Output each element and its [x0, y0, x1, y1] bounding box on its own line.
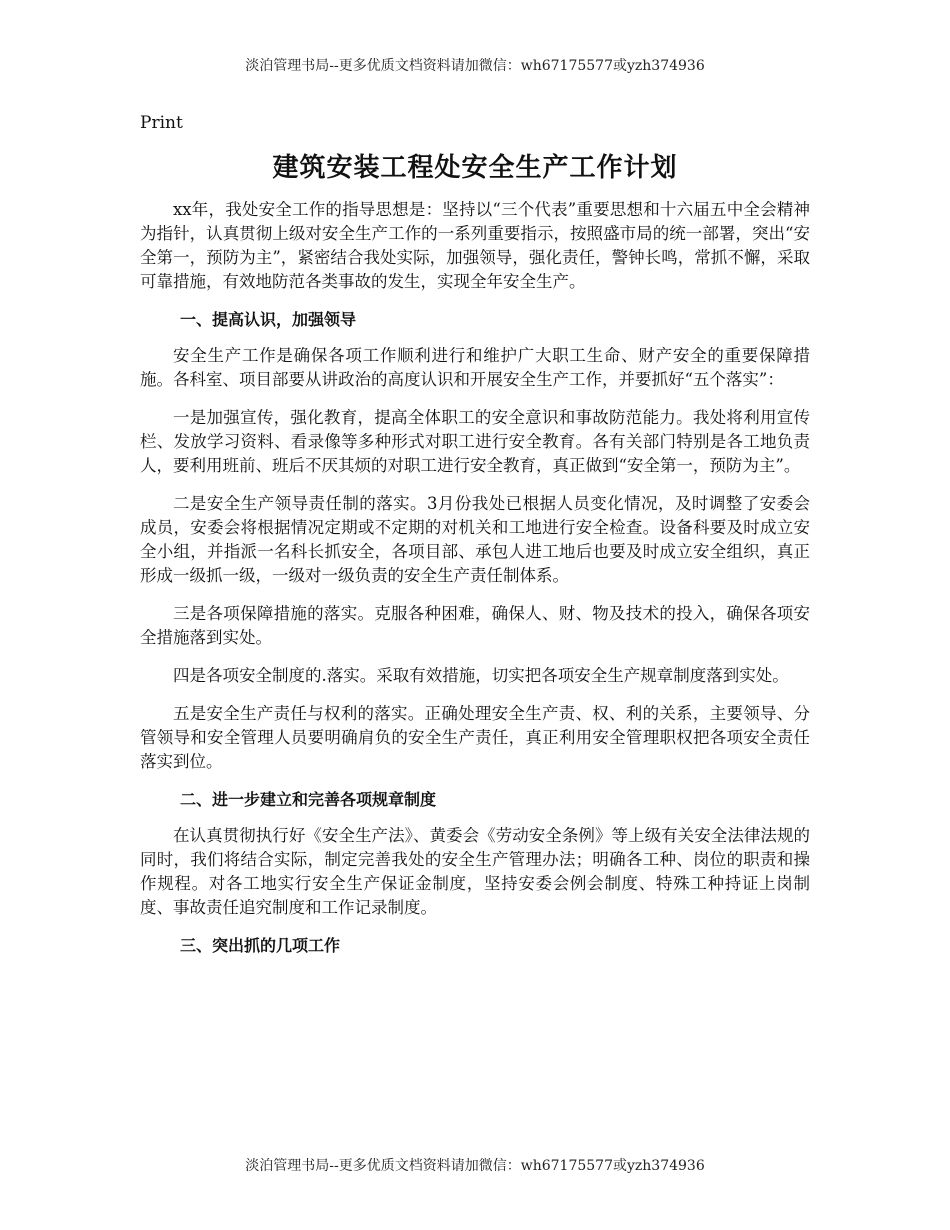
- section1-paragraph-2: 一是加强宣传，强化教育，提高全体职工的安全意识和事故防范能力。我处将利用宣传栏、发放学习资料、看录像等多种形式对职工进行安全教育。各有关部门特别是各工地负责人，要利用班前、班后不厌其烦的对职工进行安全教育，真正做到“安全第一，预防为主”。: [140, 408, 810, 475]
- page-header: 淡泊管理书局--更多优质文档资料请加微信：wh67175577或yzh374936: [245, 58, 705, 74]
- section-heading-1: 一、提高认识，加强领导: [180, 310, 357, 329]
- section1-paragraph-3: 二是安全生产领导责任制的落实。3月份我处已根据人员变化情况，及时调整了安委会成员，安委会将根据情况定期或不定期的对机关和工地进行安全检查。设备科要及时成立安全小组，并指派一名科长抓安全，各项目部、承包人进工地后也要及时成立安全组织，真正形成一级抓一级，一级对一级负责的安全生产责任制体系。: [140, 494, 810, 585]
- section1-paragraph-1: 安全生产工作是确保各项工作顺利进行和维护广大职工生命、财产安全的重要保障措施。各科室、项目部要从讲政治的高度认识和开展安全生产工作，并要抓好“五个落实”：: [140, 346, 810, 389]
- print-label: Print: [140, 113, 183, 133]
- section-heading-3: 三、突出抓的几项工作: [180, 936, 341, 955]
- document-body: [140, 112, 810, 970]
- section-heading-2: 二、进一步建立和完善各项规章制度: [180, 790, 437, 809]
- section2-paragraph-1: 在认真贯彻执行好《安全生产法》、黄委会《劳动安全条例》等上级有关安全法律法规的同时，我们将结合实际，制定完善我处的安全生产管理办法；明确各工种、岗位的职责和操作规程。对各工地实行安全生产保证金制度，坚持安委会例会制度、特殊工种持证上岗制度、事故责任追究制度和工作记录制度。: [140, 826, 810, 917]
- intro-paragraph: xx年，我处安全工作的指导思想是：坚持以“三个代表”重要思想和十六届五中全会精神为指针，认真贯彻上级对安全生产工作的一系列重要指示，按照盛市局的统一部署，突出“安全第一，预防为主”，紧密结合我处实际，加强领导，强化责任，警钟长鸣，常抓不懈，采取可靠措施，有效地防范各类事故的发生，实现全年安全生产。: [140, 200, 810, 291]
- page-footer: 淡泊管理书局--更多优质文档资料请加微信：wh67175577或yzh374936: [245, 1158, 705, 1174]
- section1-paragraph-4: 三是各项保障措施的落实。克服各种困难，确保人、财、物及技术的投入，确保各项安全措施落到实处。: [140, 604, 810, 647]
- section1-paragraph-6: 五是安全生产责任与权利的落实。正确处理安全生产责、权、利的关系，主要领导、分管领导和安全管理人员要明确肩负的安全生产责任，真正利用安全管理职权把各项安全责任落实到位。: [140, 704, 810, 771]
- section1-paragraph-5: 四是各项安全制度的.落实。采取有效措施，切实把各项安全生产规章制度落到实处。: [173, 666, 789, 685]
- document-title: 建筑安装工程处安全生产工作计划: [272, 153, 678, 183]
